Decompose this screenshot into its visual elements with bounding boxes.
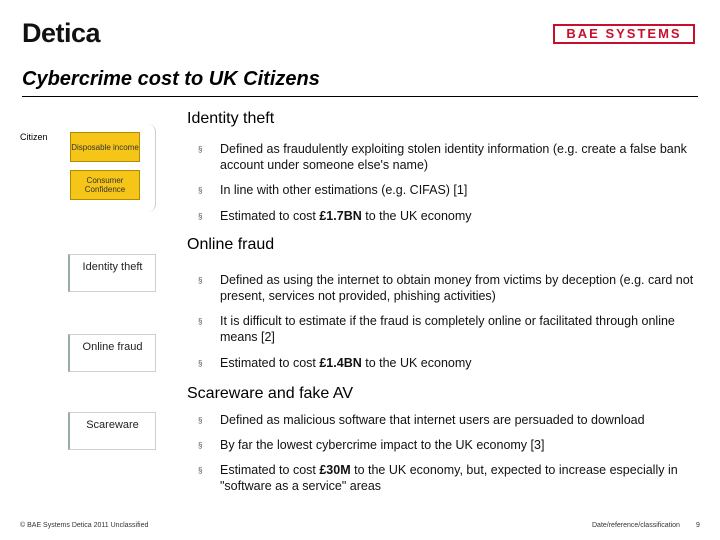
bullet-text-post: to the UK economy xyxy=(361,209,472,223)
bullet-text: It is difficult to estimate if the fraud is completely online or facilitated through online means [2] xyxy=(220,314,675,344)
cost-value: £1.4BN xyxy=(319,356,362,370)
detica-logo: Detica xyxy=(22,18,101,48)
bullet-icon: § xyxy=(198,359,203,368)
cost-value: £30M xyxy=(319,463,351,477)
online-fraud-box-label: Online fraud xyxy=(82,341,143,353)
citizen-label: Citizen xyxy=(20,132,48,142)
bullet-icon: § xyxy=(198,186,203,195)
consumer-confidence-box: Consumer Confidence xyxy=(70,170,140,200)
bullet-icon: § xyxy=(198,145,203,154)
identity-theft-box-label: Identity theft xyxy=(82,261,143,273)
bullet-text xyxy=(220,208,710,224)
bullet-text-pre: Estimated to cost xyxy=(220,209,320,223)
scareware-box-label: Scareware xyxy=(86,419,139,431)
bullet-icon: § xyxy=(198,416,203,425)
bae-systems-logo: BAE SYSTEMS xyxy=(553,24,695,44)
bullet-text: Defined as fraudulently exploiting stolen identity information (e.g. create a false bank account under someone else's name) xyxy=(220,142,687,172)
bullet-text xyxy=(220,355,710,371)
bullet-icon: § xyxy=(198,466,203,475)
bullet-icon: § xyxy=(198,276,203,285)
bullet-icon: § xyxy=(198,212,203,221)
diagram-thumbnail xyxy=(8,124,156,212)
cost-value: £1.7BN xyxy=(319,209,362,223)
online-fraud-box xyxy=(68,334,156,372)
bullet-text: Defined as malicious software that internet users are persuaded to download xyxy=(220,413,645,427)
bullet-text-pre: Estimated to cost xyxy=(220,356,320,370)
section-title-identity-theft: Identity theft xyxy=(187,110,275,127)
footer-reference: Date/reference/classification xyxy=(592,522,680,529)
scareware-box xyxy=(68,412,156,450)
footer-copyright: © BAE Systems Detica 2011 Unclassified xyxy=(20,522,149,529)
section-title-online-fraud: Online fraud xyxy=(187,236,275,253)
bullet-icon: § xyxy=(198,441,203,450)
identity-theft-box xyxy=(68,254,156,292)
title-divider xyxy=(22,96,698,97)
page-number: 9 xyxy=(696,522,700,529)
bullet-text: Defined as using the internet to obtain money from victims by deception (e.g. card not present, services not provided, phishing activities) xyxy=(220,273,694,303)
disposable-income-box: Disposable income xyxy=(70,132,140,162)
section-title-scareware: Scareware and fake AV xyxy=(187,385,354,402)
bullet-text-post: to the UK economy xyxy=(361,356,472,370)
bullet-text xyxy=(220,462,710,494)
bullet-text-post: to the UK economy, but, expected to increase especially in "software as a service" areas xyxy=(220,463,678,493)
bullet-text-pre: Estimated to cost xyxy=(220,463,320,477)
page-title: Cybercrime cost to UK Citizens xyxy=(22,68,320,90)
bullet-icon: § xyxy=(198,317,203,326)
bullet-text: By far the lowest cybercrime impact to the UK economy [3] xyxy=(220,438,545,452)
bullet-text: In line with other estimations (e.g. CIFAS) [1] xyxy=(220,183,468,197)
